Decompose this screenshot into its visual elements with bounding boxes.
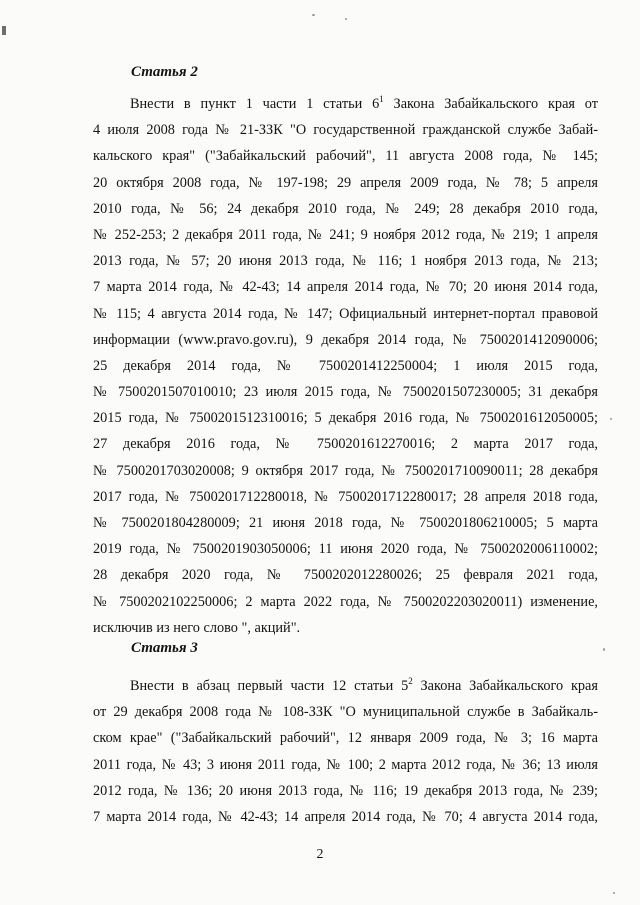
paragraph-line: 20 октября 2008 года, № 197-198; 29 апреля 2009 года, № 78; 5 апреля xyxy=(93,174,598,191)
scan-speck xyxy=(613,892,615,894)
scan-edge-mark xyxy=(2,26,6,35)
superscript: 2 xyxy=(408,676,413,686)
paragraph-line: 2017 года, № 7500201712280018, № 7500201712280017; 28 апреля 2018 года, xyxy=(93,488,598,505)
paragraph-line: № 7500201703020008; 9 октября 2017 года, № 7500201710090011; 28 декабря xyxy=(93,462,598,479)
article-3-heading: Статья 3 xyxy=(131,640,198,656)
paragraph-line: № 7500201804280009; 21 июня 2018 года, № 7500201806210005; 5 марта xyxy=(93,515,598,531)
paragraph-line: 2013 года, № 57; 20 июня 2013 года, № 116; 1 ноября 2013 года, № 213; xyxy=(93,253,598,270)
paragraph-line: 2011 года, № 43; 3 июня 2011 года, № 100; 2 марта 2012 года, № 36; 13 июля xyxy=(93,756,598,773)
paragraph-line: 25 декабря 2014 года, № 7500201412250004; 1 июля 2015 года, xyxy=(93,357,598,374)
paragraph-line: 2010 года, № 56; 24 декабря 2010 года, № 249; 28 декабря 2010 года, xyxy=(93,200,598,217)
page-number: 2 xyxy=(316,847,324,862)
paragraph-line: 28 декабря 2020 года, № 7500202012280026; 25 февраля 2021 года, xyxy=(93,567,598,584)
paragraph-line: кальского края" ("Забайкальский рабочий", 11 августа 2008 года, № 145; xyxy=(93,148,598,165)
article-2-paragraph xyxy=(93,91,598,641)
paragraph-line: исключив из него слово ", акций". xyxy=(93,619,301,636)
article-3-paragraph xyxy=(93,673,598,830)
article-2-heading: Статья 2 xyxy=(131,64,198,80)
paragraph-line: Внести в пункт 1 части 1 статьи $6^1$ Закона Забайкальского края от xyxy=(130,94,599,112)
paragraph-line: от 29 декабря 2008 года № 108-ЗЗК "О муниципальной службе в Забайкаль- xyxy=(93,704,598,721)
paragraph-line: ском крае" ("Забайкальский рабочий", 12 января 2009 года, № 3; 16 марта xyxy=(93,730,598,747)
paragraph-line: № 115; 4 августа 2014 года, № 147; Официальный интернет-портал правовой xyxy=(93,305,598,322)
paragraph-line: 2019 года, № 7500201903050006; 11 июня 2020 года, № 7500202006110002; xyxy=(93,541,598,558)
paragraph-line: 2012 года, № 136; 20 июня 2013 года, № 116; 19 декабря 2013 года, № 239; xyxy=(93,782,598,799)
paragraph-line: 7 марта 2014 года, № 42-43; 14 апреля 2014 года, № 70; 20 июня 2014 года, xyxy=(93,279,598,296)
paragraph-line: Внести в абзац первый части 12 статьи $5^2$ Закона Забайкальского края xyxy=(130,676,598,694)
scan-speck xyxy=(610,418,612,420)
paragraph-line: информации (www.pravo.gov.ru), 9 декабря 2014 года, № 7500201412090006; xyxy=(93,331,598,348)
superscript: 1 xyxy=(379,94,384,104)
scan-speck xyxy=(345,18,347,20)
paragraph-line: 4 июля 2008 года № 21-ЗЗК "О государственной гражданской службе Забай- xyxy=(93,122,598,139)
paragraph-line: 27 декабря 2016 года, № 7500201612270016; 2 марта 2017 года, xyxy=(93,436,598,453)
paragraph-line: № 252-253; 2 декабря 2011 года, № 241; 9 ноября 2012 года, № 219; 1 апреля xyxy=(93,226,598,243)
paragraph-line: 2015 года, № 7500201512310016; 5 декабря 2016 года, № 7500201612050005; xyxy=(93,410,598,427)
paragraph-line: № 7500202102250006; 2 марта 2022 года, № 7500202203020011) изменение, xyxy=(93,593,598,610)
scan-speck xyxy=(603,648,605,651)
paragraph-line: 7 марта 2014 года, № 42-43; 14 апреля 2014 года, № 70; 4 августа 2014 года, xyxy=(93,808,598,825)
scan-speck xyxy=(312,14,315,16)
paragraph-line: № 7500201507010010; 23 июля 2015 года, № 7500201507230005; 31 декабря xyxy=(93,384,598,401)
